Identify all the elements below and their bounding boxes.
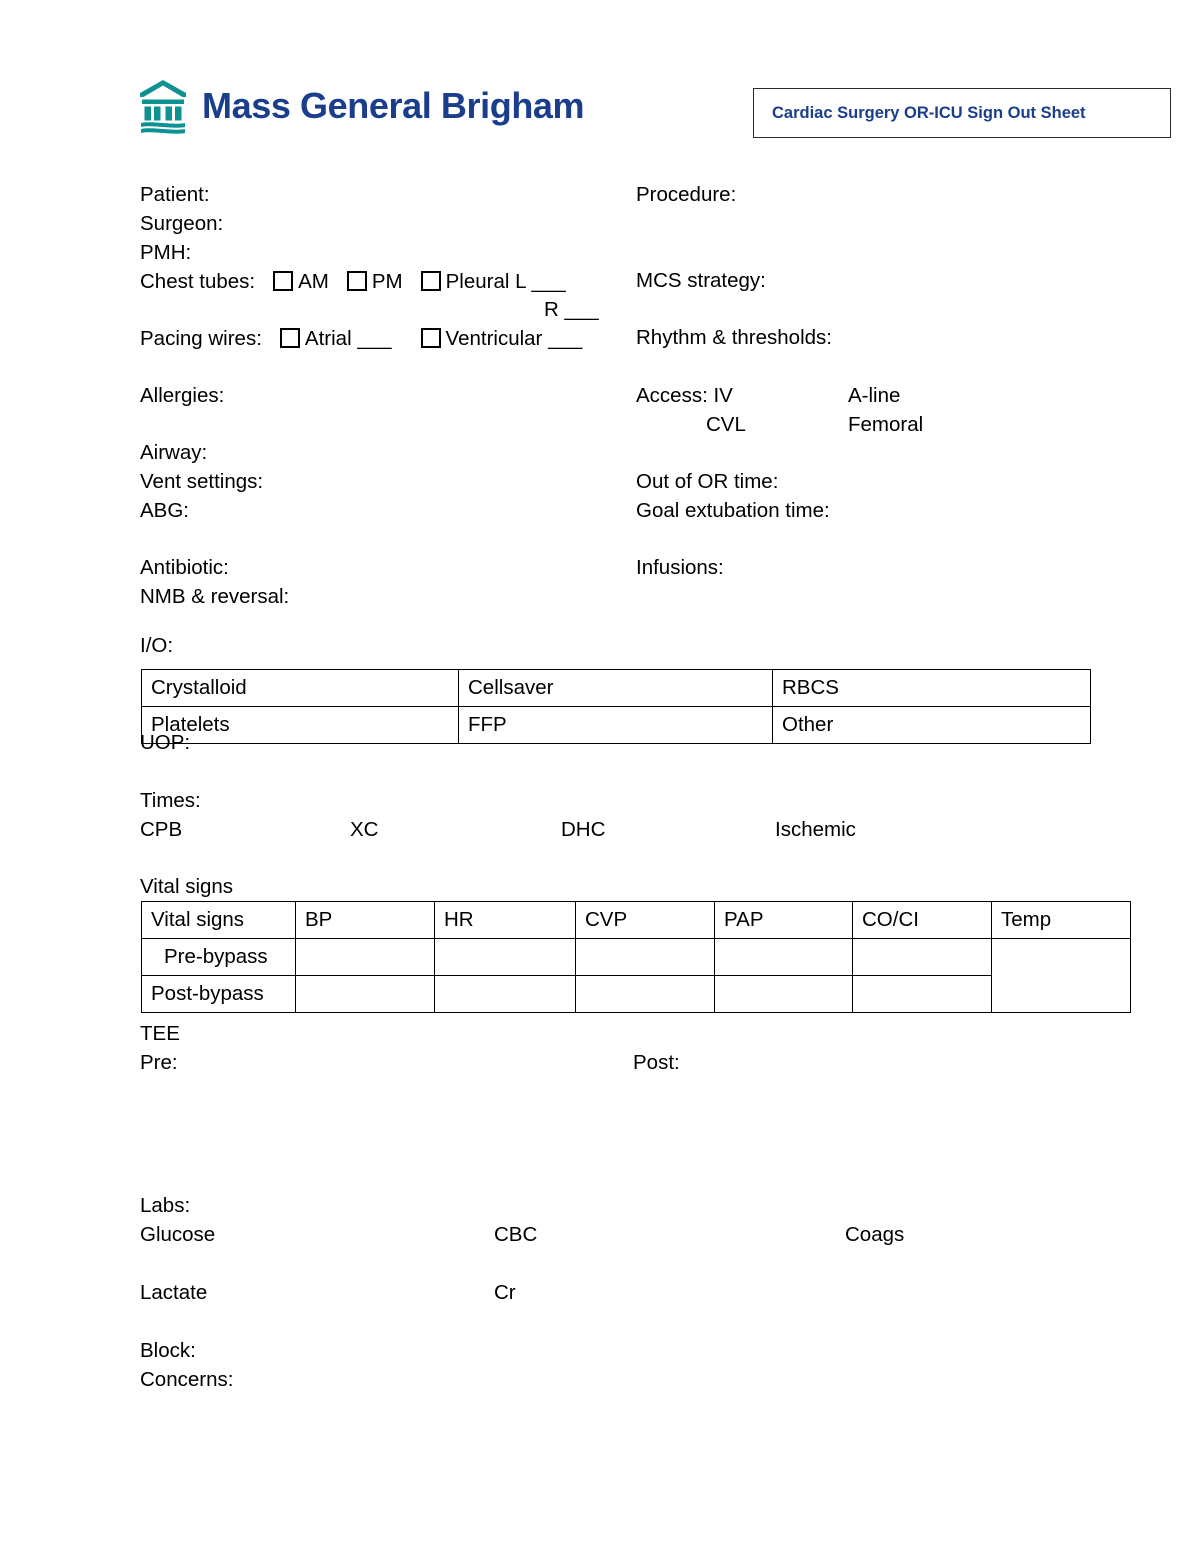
field-labs-label: Labs:	[140, 1194, 191, 1217]
vital-signs-table	[141, 901, 1131, 1013]
field-block: Block:	[140, 1339, 196, 1362]
field-lab-coags: Coags	[845, 1223, 905, 1246]
vitals-header-cvp: CVP	[576, 902, 715, 939]
vitals-header-vital-signs: Vital signs	[142, 902, 296, 939]
vitals-cell-post-bypass-hr[interactable]	[435, 976, 576, 1013]
vitals-row-label-pre-bypass: Pre-bypass	[142, 939, 296, 976]
field-allergies: Allergies:	[140, 384, 225, 407]
chest-tubes-pm-checkbox[interactable]	[347, 271, 367, 291]
vitals-header-temp: Temp	[992, 902, 1131, 939]
table-row	[142, 976, 1131, 1013]
field-io-label: I/O:	[140, 634, 174, 657]
field-access-aline: A-line	[848, 384, 901, 407]
field-vent-settings: Vent settings:	[140, 470, 264, 493]
document-header	[0, 0, 1200, 160]
table-row	[142, 707, 1091, 744]
field-time-xc: XC	[350, 818, 379, 841]
field-nmb-reversal: NMB & reversal:	[140, 585, 290, 608]
table-row	[142, 670, 1091, 707]
logo-wordmark: Mass General Brigham	[202, 85, 585, 126]
field-goal-extubation-time: Goal extubation time:	[636, 499, 830, 522]
vitals-header-co-ci: CO/CI	[853, 902, 992, 939]
field-mcs-strategy: MCS strategy:	[636, 269, 766, 292]
field-rhythm-thresholds: Rhythm & thresholds:	[636, 326, 832, 349]
vitals-header-hr: HR	[435, 902, 576, 939]
io-cell-rbcs[interactable]: RBCS	[773, 670, 1091, 707]
field-lab-cbc: CBC	[494, 1223, 538, 1246]
io-cell-crystalloid[interactable]: Crystalloid	[142, 670, 459, 707]
field-time-dhc: DHC	[561, 818, 606, 841]
vitals-cell-pre-bypass-hr[interactable]	[435, 939, 576, 976]
field-tee-post: Post:	[633, 1051, 680, 1074]
field-access-iv: Access: IV	[636, 384, 733, 407]
field-time-ischemic: Ischemic	[775, 818, 856, 841]
field-tee-pre: Pre:	[140, 1051, 178, 1074]
vitals-cell-pre-bypass-co-ci[interactable]	[853, 939, 992, 976]
pacing-ventricular-checkbox[interactable]	[421, 328, 441, 348]
chest-tubes-pleural-r-label: R ___	[544, 298, 599, 321]
field-out-of-or-time: Out of OR time:	[636, 470, 779, 493]
field-patient: Patient:	[140, 183, 210, 206]
vitals-row-label-post-bypass: Post-bypass	[142, 976, 296, 1013]
field-lab-cr: Cr	[494, 1281, 516, 1304]
chest-tubes-am-label: AM	[298, 270, 329, 293]
pacing-atrial-label: Atrial ___	[304, 327, 392, 350]
field-tee-label: TEE	[140, 1022, 180, 1045]
field-procedure: Procedure:	[636, 183, 737, 206]
field-access-cvl: CVL	[706, 413, 746, 436]
field-chest-tubes-label: Chest tubes:	[140, 270, 256, 293]
mass-general-brigham-logo	[138, 78, 584, 134]
io-cell-platelets[interactable]: Platelets	[142, 707, 459, 744]
vitals-header-bp: BP	[296, 902, 435, 939]
document-title: Cardiac Surgery OR-ICU Sign Out Sheet	[772, 103, 1086, 122]
chest-tubes-pleural-checkbox[interactable]	[421, 271, 441, 291]
chest-tubes-pleural-l-label: Pleural L ___	[445, 270, 566, 293]
table-row	[142, 939, 1131, 976]
field-surgeon: Surgeon:	[140, 212, 224, 235]
field-chest-tubes-row	[140, 271, 566, 293]
chest-tubes-pm-label: PM	[371, 270, 403, 293]
field-lab-glucose: Glucose	[140, 1223, 216, 1246]
columned-building-icon	[138, 78, 188, 134]
vitals-cell-post-bypass-cvp[interactable]	[576, 976, 715, 1013]
io-cell-other[interactable]: Other	[773, 707, 1091, 744]
vitals-cell-pre-bypass-bp[interactable]	[296, 939, 435, 976]
vitals-cell-temp-merged[interactable]	[992, 939, 1131, 1013]
field-airway: Airway:	[140, 441, 208, 464]
io-table	[141, 669, 1091, 744]
field-antibiotic: Antibiotic:	[140, 556, 229, 579]
field-pacing-wires-label: Pacing wires:	[140, 327, 262, 350]
vitals-cell-pre-bypass-cvp[interactable]	[576, 939, 715, 976]
io-cell-ffp[interactable]: FFP	[459, 707, 773, 744]
pacing-atrial-checkbox[interactable]	[280, 328, 300, 348]
field-pacing-wires-row	[140, 328, 582, 350]
document-title-box	[753, 88, 1171, 138]
field-times-label: Times:	[140, 789, 201, 812]
vitals-cell-post-bypass-pap[interactable]	[715, 976, 853, 1013]
field-time-cpb: CPB	[140, 818, 183, 841]
vitals-cell-post-bypass-bp[interactable]	[296, 976, 435, 1013]
vital-signs-heading: Vital signs	[140, 875, 234, 898]
table-header-row	[142, 902, 1131, 939]
io-cell-cellsaver[interactable]: Cellsaver	[459, 670, 773, 707]
chest-tubes-am-checkbox[interactable]	[273, 271, 293, 291]
vitals-header-pap: PAP	[715, 902, 853, 939]
field-infusions: Infusions:	[636, 556, 724, 579]
field-pmh: PMH:	[140, 241, 192, 264]
field-lab-lactate: Lactate	[140, 1281, 208, 1304]
vitals-cell-post-bypass-co-ci[interactable]	[853, 976, 992, 1013]
pacing-ventricular-label: Ventricular ___	[445, 327, 583, 350]
field-access-femoral: Femoral	[848, 413, 924, 436]
field-abg: ABG:	[140, 499, 189, 522]
field-concerns: Concerns:	[140, 1368, 234, 1391]
field-uop: UOP:	[140, 731, 191, 754]
vitals-cell-pre-bypass-pap[interactable]	[715, 939, 853, 976]
